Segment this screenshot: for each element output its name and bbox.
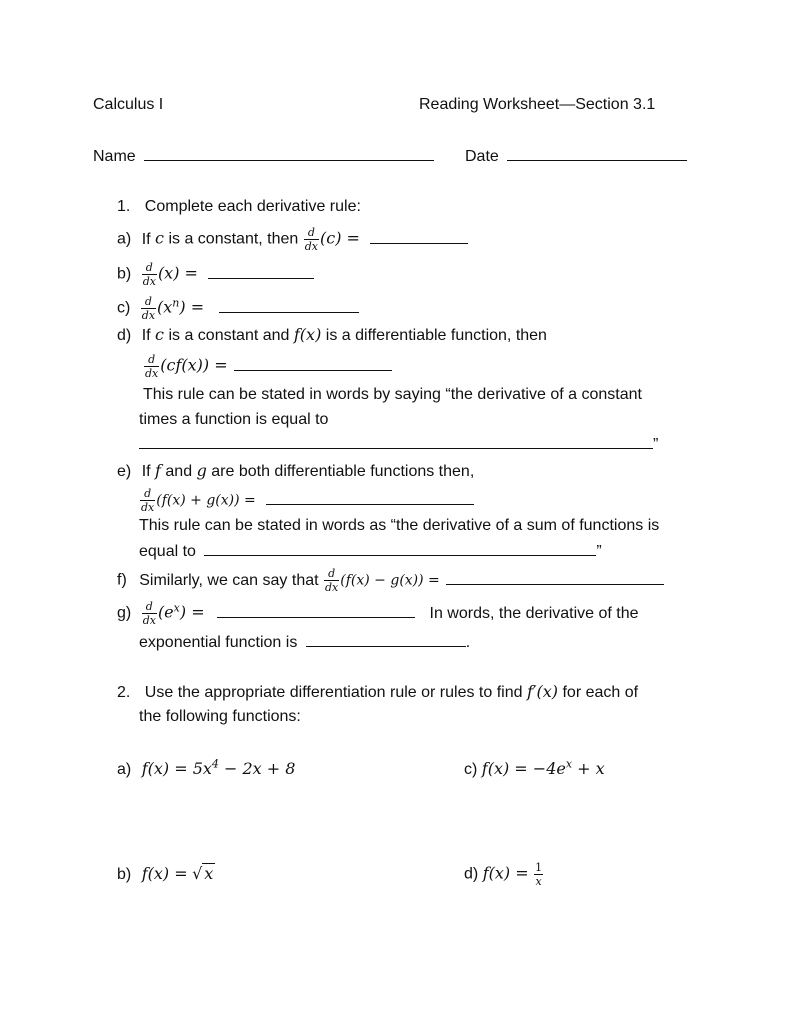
d-dx-fraction: $\frac{d}{dx}$	[142, 261, 156, 288]
q1a-answer[interactable]	[370, 229, 468, 244]
d-dx-fraction: $\frac{d}{dx}$	[141, 487, 155, 514]
q2-fprime: f′(x)	[526, 682, 559, 701]
q1c-label: c)	[117, 299, 131, 317]
q2c-rhs: + x	[572, 759, 605, 778]
q1d-text2: is a constant and	[168, 327, 290, 344]
q2a-label: a)	[117, 761, 132, 778]
q1a-row	[117, 227, 468, 252]
q1c-expr-exp: n	[172, 296, 180, 310]
q1f-answer[interactable]	[446, 570, 664, 585]
q1e-text3: are both differentiable functions then,	[211, 463, 475, 480]
q1d-answer[interactable]	[234, 356, 392, 371]
q1a-text: If	[141, 230, 151, 248]
q1e-words-line2: equal to	[139, 543, 196, 560]
q1c-expr-end: ) =	[179, 297, 205, 317]
q2a-rhs: − 2x + 8	[218, 759, 296, 778]
q1e-answer[interactable]	[266, 490, 474, 505]
name-row	[93, 146, 434, 167]
q2b-radicand: x	[204, 864, 214, 883]
d-dx-fraction: $\frac{d}{dx}$	[145, 353, 159, 380]
name-label: Name	[93, 148, 136, 165]
q1a-label: a)	[117, 230, 132, 248]
q1g-expr-end: ) =	[179, 602, 205, 622]
q2d-row	[464, 862, 544, 887]
q1b-row	[117, 262, 314, 287]
course-title: Calculus I	[93, 96, 164, 113]
q1g-label: g)	[117, 604, 132, 622]
square-root-symbol: √ x	[192, 864, 214, 883]
q1d-expr: (cf(x)) =	[160, 355, 228, 375]
q1f-expr: (f(x) − g(x)) =	[340, 572, 440, 589]
q1c-row	[117, 296, 359, 321]
q2-prompt-line1	[117, 682, 638, 703]
q1e-row	[117, 461, 474, 482]
close-quote: ”	[653, 436, 659, 453]
q1e-words-line2-row	[139, 541, 602, 562]
q2b-row	[117, 864, 215, 885]
q1e-expr: (f(x) + g(x)) =	[156, 492, 256, 509]
q1e-text1: If	[141, 463, 151, 480]
q1d-words-line1: This rule can be stated in words by saying “the derivative of a constant	[143, 386, 642, 403]
q1g-words2: exponential function is	[139, 634, 298, 651]
q1b-answer[interactable]	[208, 264, 314, 279]
q2-number: 2.	[117, 684, 131, 701]
q1d-row	[117, 325, 547, 346]
q2-prompt-text: Use the appropriate differentiation rule or rules to find	[144, 684, 523, 701]
worksheet-title: Reading Worksheet—Section 3.1	[419, 96, 656, 113]
date-field[interactable]	[507, 146, 687, 161]
q1d-words-answer[interactable]	[139, 434, 653, 449]
q1e-expr-row	[139, 488, 474, 513]
q1d-var-c: c	[155, 325, 164, 344]
q1-prompt-text: Complete each derivative rule:	[144, 198, 361, 215]
q1b-label: b)	[117, 265, 132, 283]
q1g-expr-base: (e	[157, 602, 174, 622]
q2b-lhs: f(x) =	[141, 864, 188, 883]
period: .	[465, 634, 471, 651]
one-over-x-fraction: $\frac{1}{x}$	[535, 861, 543, 888]
q2d-label: d)	[464, 865, 479, 883]
q1g-row	[117, 601, 639, 626]
name-field[interactable]	[144, 146, 434, 161]
q1g-answer[interactable]	[217, 603, 415, 618]
q1c-expr-base: (x	[157, 297, 173, 317]
q1d-words-line2: times a function is equal to	[139, 411, 329, 428]
q2c-lhs: f(x) = −4e	[481, 759, 566, 778]
q1a-text2: is a constant, then	[168, 230, 299, 248]
q1d-text3: is a differentiable function, then	[325, 327, 547, 344]
q1e-words-answer[interactable]	[204, 541, 596, 556]
q1e-var-g: g	[196, 461, 207, 480]
q1f-text: Similarly, we can say that	[139, 571, 319, 589]
q1e-var-f: f	[155, 461, 161, 480]
q1d-expr-row	[143, 354, 392, 379]
q1a-expr: (c) =	[320, 228, 360, 248]
q1e-text2: and	[165, 463, 193, 480]
q1g-expr-exp: x	[173, 601, 180, 615]
q2d-lhs: f(x) =	[482, 863, 529, 883]
q2c-label: c)	[464, 761, 478, 778]
q1e-words-line1: This rule can be stated in words as “the derivative of a sum of functions is	[139, 517, 660, 534]
d-dx-fraction: $\frac{d}{dx}$	[304, 226, 319, 253]
q1c-answer[interactable]	[219, 298, 359, 313]
q1-prompt	[117, 197, 361, 217]
close-quote: ”	[596, 543, 602, 560]
q1d-words-answer-row	[139, 434, 658, 455]
d-dx-fraction: $\frac{d}{dx}$	[325, 567, 339, 594]
q1f-label: f)	[117, 571, 127, 589]
d-dx-fraction: $\frac{d}{dx}$	[142, 600, 156, 627]
q1d-text1: If	[141, 327, 151, 344]
d-dx-fraction: $\frac{d}{dx}$	[141, 295, 156, 322]
q1f-row	[117, 568, 664, 593]
q1g-words-answer[interactable]	[306, 632, 466, 647]
q1d-label: d)	[117, 327, 132, 344]
q2-prompt-end: for each of	[562, 684, 639, 701]
q1g-words: In words, the derivative of the	[429, 604, 639, 622]
date-label: Date	[465, 148, 499, 165]
q2c-exp: x	[565, 757, 573, 771]
q2a-exp: 4	[211, 757, 219, 771]
q1a-var: c	[155, 228, 164, 248]
q1g-words2-row	[139, 632, 470, 653]
q2c-row	[464, 759, 605, 780]
q2a-row	[117, 759, 295, 780]
q2a-lhs: f(x) = 5x	[141, 759, 212, 778]
date-row	[465, 146, 687, 167]
q1d-fx: f(x)	[293, 325, 322, 344]
q2-prompt-line2: the following functions:	[139, 708, 301, 725]
q1e-label: e)	[117, 463, 132, 480]
q2b-label: b)	[117, 866, 132, 883]
q1-number: 1.	[117, 198, 131, 215]
q1b-expr: (x) =	[157, 263, 198, 283]
